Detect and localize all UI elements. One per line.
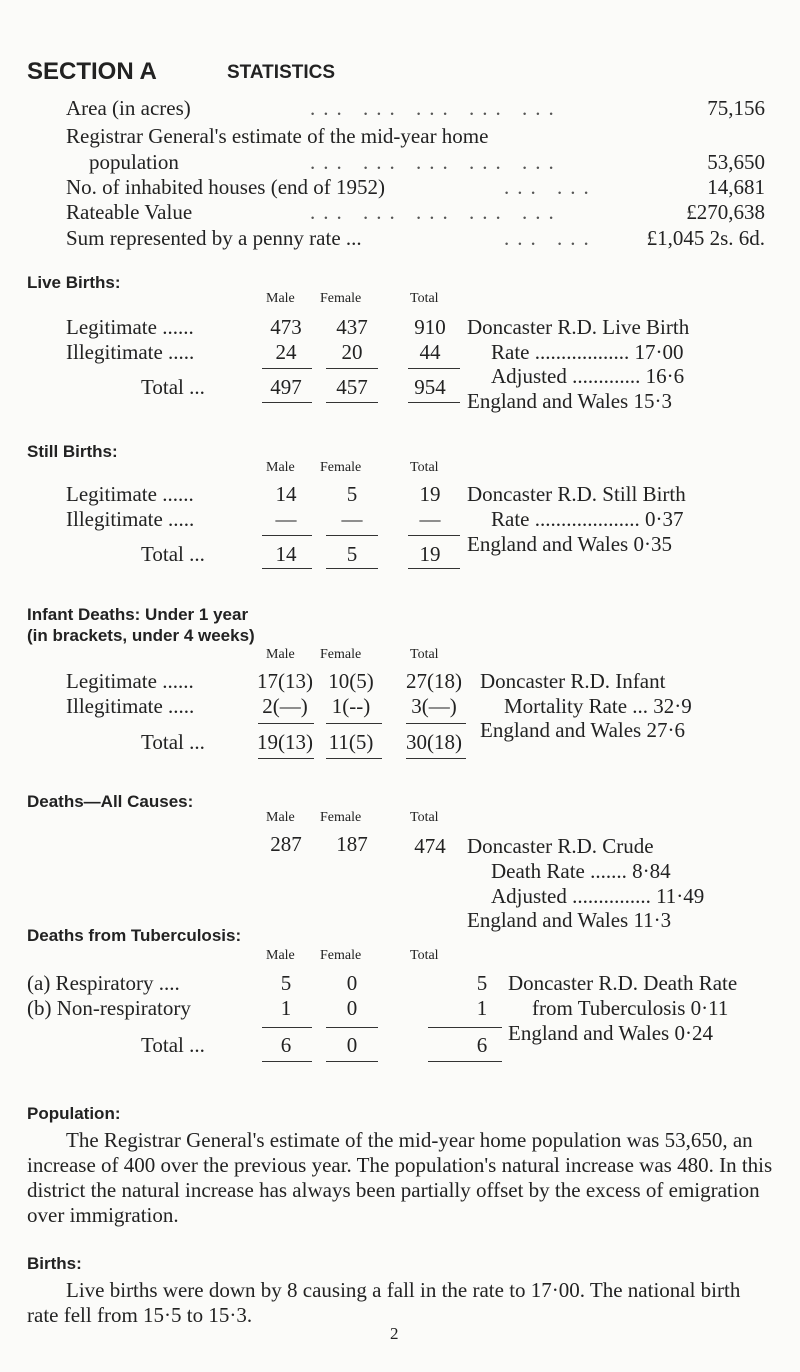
cell-total: 1: [476, 996, 488, 1020]
summary-value-houses: 14,681: [707, 175, 765, 199]
cell-male: 497: [270, 375, 302, 399]
cell-male: —: [275, 507, 297, 531]
divider: [406, 723, 466, 724]
col-total: Total: [410, 647, 439, 662]
deaths-all-heading: Deaths—All Causes:: [27, 792, 194, 811]
cell-total: 30(18): [406, 730, 462, 754]
total-label: Total ...: [141, 1033, 205, 1057]
leader-dots: ... ...: [504, 175, 597, 199]
divider: [326, 1061, 378, 1062]
col-female: Female: [320, 810, 362, 825]
section-label: SECTION A: [27, 58, 157, 85]
divider: [326, 1027, 378, 1028]
row-label: Illegitimate .....: [66, 340, 195, 364]
cell-male: 5: [280, 971, 292, 995]
note-line: Rate .................. 17·00: [491, 340, 684, 364]
row-label: Legitimate ......: [66, 482, 194, 506]
note-line: Adjusted ............... 11·49: [491, 884, 705, 908]
cell-female: 10(5): [328, 669, 374, 693]
cell-total: 27(18): [406, 669, 462, 693]
still-births-heading: Still Births:: [27, 442, 118, 461]
leader-dots: ... ... ... ... ...: [310, 200, 562, 224]
births-paragraph: Live births were down by 8 causing a fall in the rate to 17·00. The national birth rate fell from 15·5 to 15·3.: [27, 1278, 741, 1327]
leader-dots: ... ... ... ... ...: [310, 96, 562, 120]
note-line: Adjusted ............. 16·6: [491, 364, 685, 388]
cell-male: 287: [270, 832, 302, 856]
cell-female: 457: [336, 375, 368, 399]
cell-total: 19: [419, 542, 441, 566]
cell-female: —: [341, 507, 363, 531]
population-heading: Population:: [27, 1104, 121, 1123]
divider: [428, 1061, 502, 1062]
summary-label-population: Registrar General's estimate of the mid-year home: [66, 124, 489, 148]
divider: [408, 535, 460, 536]
divider: [428, 1027, 502, 1028]
note-line: England and Wales 27·6: [480, 718, 685, 742]
cell-total: 474: [414, 834, 446, 858]
col-total: Total: [410, 948, 439, 963]
cell-male: 14: [275, 482, 297, 506]
total-label: Total ...: [141, 542, 205, 566]
divider: [262, 535, 312, 536]
summary-value-rateable: £270,638: [686, 200, 765, 224]
col-male: Male: [266, 948, 295, 963]
summary-label-penny-rate: Sum represented by a penny rate ...: [66, 226, 362, 250]
summary-value-population: 53,650: [707, 150, 765, 174]
divider: [326, 535, 378, 536]
cell-total: 6: [476, 1033, 488, 1057]
cell-total: —: [419, 507, 441, 531]
divider: [262, 1061, 312, 1062]
cell-female: 1(--): [331, 694, 371, 718]
cell-female: 187: [336, 832, 368, 856]
cell-female: 0: [346, 1033, 358, 1057]
divider: [262, 1027, 312, 1028]
divider: [408, 368, 460, 369]
total-label: Total ...: [141, 730, 205, 754]
summary-value-area: 75,156: [707, 96, 765, 120]
divider: [262, 402, 312, 403]
col-total: Total: [410, 460, 439, 475]
total-label: Total ...: [141, 375, 205, 399]
cell-total: 910: [414, 315, 446, 339]
infant-deaths-subheading: (in brackets, under 4 weeks): [27, 626, 255, 645]
cell-male: 2(—): [262, 694, 308, 718]
row-label: Legitimate ......: [66, 669, 194, 693]
note-line: Doncaster R.D. Live Birth: [467, 315, 690, 339]
row-label: (b) Non-respiratory: [27, 996, 191, 1020]
cell-male: 19(13): [257, 730, 313, 754]
summary-value-penny-rate: £1,045 2s. 6d.: [646, 226, 765, 250]
divider: [406, 758, 466, 759]
deaths-tb-heading: Deaths from Tuberculosis:: [27, 926, 242, 945]
cell-female: 437: [336, 315, 368, 339]
cell-male: 1: [280, 996, 292, 1020]
col-total: Total: [410, 810, 439, 825]
cell-female: 0: [346, 996, 358, 1020]
row-label: Illegitimate .....: [66, 694, 195, 718]
divider: [326, 568, 378, 569]
cell-male: 14: [275, 542, 297, 566]
cell-total: 3(—): [411, 694, 457, 718]
summary-label-rateable: Rateable Value: [66, 200, 193, 224]
leader-dots: ... ... ... ... ...: [310, 150, 562, 174]
col-male: Male: [266, 810, 295, 825]
divider: [258, 723, 314, 724]
summary-label-area: Area (in acres): [66, 96, 191, 120]
cell-total: 954: [414, 375, 446, 399]
divider: [326, 402, 378, 403]
divider: [258, 758, 314, 759]
note-line: England and Wales 11·3: [467, 908, 672, 932]
note-line: Rate .................... 0·37: [491, 507, 684, 531]
col-female: Female: [320, 460, 362, 475]
births-heading: Births:: [27, 1254, 82, 1273]
cell-total: 19: [419, 482, 441, 506]
col-male: Male: [266, 291, 295, 306]
divider: [408, 568, 460, 569]
cell-female: 5: [346, 482, 358, 506]
cell-male: 6: [280, 1033, 292, 1057]
page-number: 2: [390, 1324, 399, 1343]
note-line: England and Wales 0·35: [467, 532, 672, 556]
note-line: Doncaster R.D. Crude: [467, 834, 654, 858]
live-births-heading: Live Births:: [27, 273, 121, 292]
divider: [326, 368, 378, 369]
page-title: STATISTICS: [227, 62, 336, 83]
cell-female: 0: [346, 971, 358, 995]
summary-label-houses: No. of inhabited houses (end of 1952): [66, 175, 386, 199]
note-line: Mortality Rate ... 32·9: [504, 694, 692, 718]
divider: [262, 368, 312, 369]
cell-male: 17(13): [257, 669, 313, 693]
population-paragraph: The Registrar General's estimate of the mid-year home population was 53,650, an increase of 400 over the previous year. The population's natural increase was 480. In this district the natural increase has always been partially offset by the excess of emigration over immigration.: [27, 1128, 773, 1227]
note-line: Doncaster R.D. Death Rate: [508, 971, 738, 995]
note-line: Death Rate ....... 8·84: [491, 859, 671, 883]
cell-female: 5: [346, 542, 358, 566]
note-line: Doncaster R.D. Still Birth: [467, 482, 686, 506]
col-female: Female: [320, 948, 362, 963]
note-line: Doncaster R.D. Infant: [480, 669, 666, 693]
note-line: from Tuberculosis 0·11: [532, 996, 729, 1020]
row-label: Illegitimate .....: [66, 507, 195, 531]
divider: [408, 402, 460, 403]
col-male: Male: [266, 647, 295, 662]
note-line: England and Wales 0·24: [508, 1021, 713, 1045]
leader-dots: ... ...: [504, 226, 597, 250]
divider: [262, 568, 312, 569]
col-female: Female: [320, 291, 362, 306]
col-male: Male: [266, 460, 295, 475]
divider: [326, 758, 382, 759]
cell-male: 473: [270, 315, 302, 339]
infant-deaths-heading: Infant Deaths: Under 1 year: [27, 605, 249, 624]
cell-female: 11(5): [328, 730, 374, 754]
col-female: Female: [320, 647, 362, 662]
col-total: Total: [410, 291, 439, 306]
divider: [326, 723, 382, 724]
row-label: (a) Respiratory ....: [27, 971, 180, 995]
summary-label-population-2: population: [89, 150, 179, 174]
cell-total: 44: [419, 340, 441, 364]
cell-male: 24: [275, 340, 297, 364]
note-line: England and Wales 15·3: [467, 389, 672, 413]
cell-female: 20: [341, 340, 363, 364]
row-label: Legitimate ......: [66, 315, 194, 339]
cell-total: 5: [476, 971, 488, 995]
